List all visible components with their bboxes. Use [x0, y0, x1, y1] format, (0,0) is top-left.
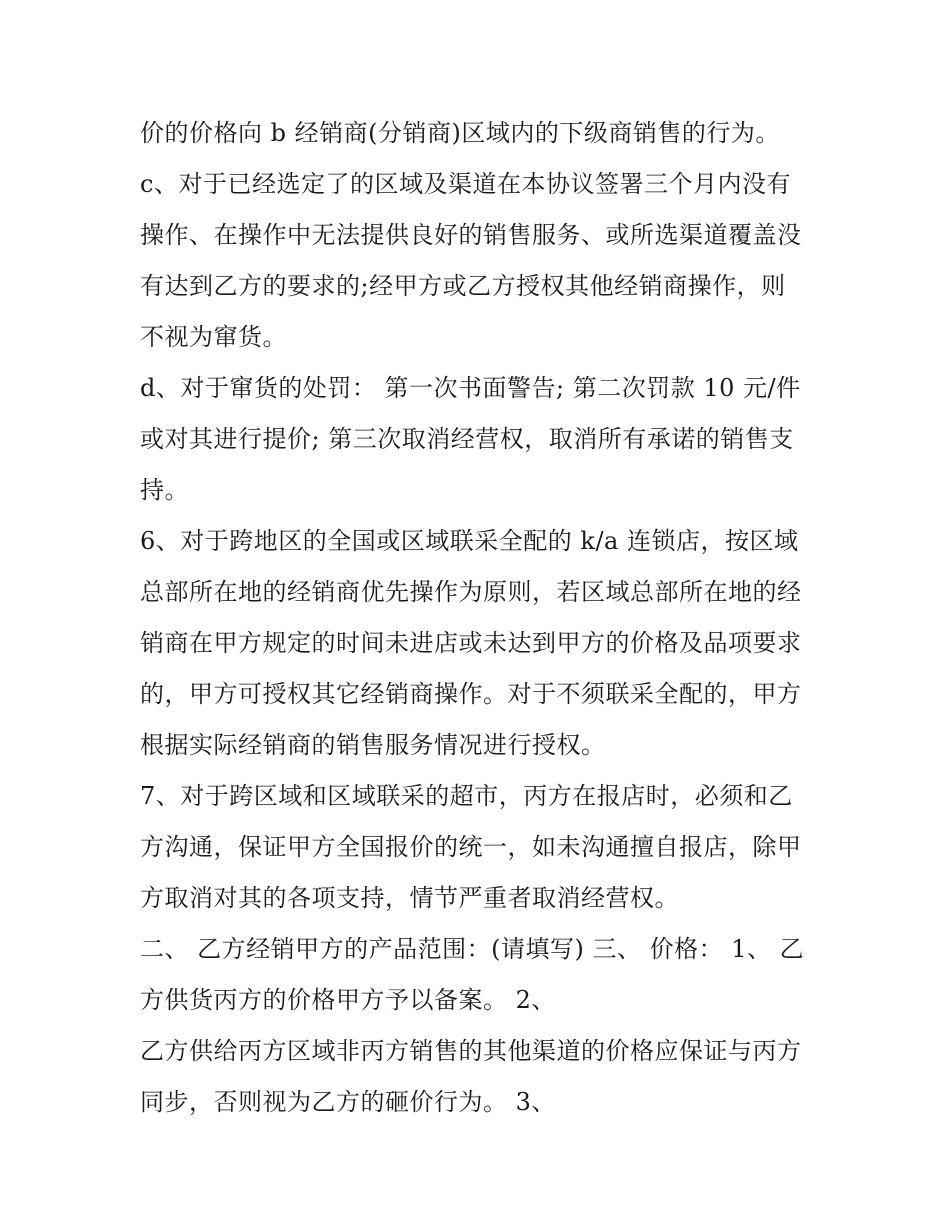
text-line: 方供货丙方的价格甲方予以备案。 2、 [140, 986, 556, 1014]
text-line: 不视为窜货。 [140, 323, 287, 351]
text-line: 7、对于跨区域和区域联采的超市，丙方在报店时，必须和乙 [140, 782, 793, 810]
document-body [140, 108, 820, 1128]
text-line: 持。 [140, 476, 189, 504]
text-line: 方沟通，保证甲方全国报价的统一，如未沟通擅自报店，除甲 [140, 833, 802, 861]
text-line: 根据实际经销商的销售服务情况进行授权。 [140, 731, 606, 759]
text-line: 6、对于跨地区的全国或区域联采全配的 k/a 连锁店，按区域 [140, 527, 799, 555]
text-line: 销商在甲方规定的时间未进店或未达到甲方的价格及品项要求 [140, 629, 802, 657]
text-line: 乙方供给丙方区域非丙方销售的其他渠道的价格应保证与丙方 [140, 1037, 802, 1065]
text-line: 或对其进行提价; 第三次取消经营权，取消所有承诺的销售支 [140, 425, 794, 453]
text-line: 有达到乙方的要求的;经甲方或乙方授权其他经销商操作，则 [140, 272, 786, 300]
text-line: 二、 乙方经销甲方的产品范围：(请填写) 三、 价格： 1、 乙 [140, 935, 805, 963]
text-line: 的，甲方可授权其它经销商操作。对于不须联采全配的，甲方 [140, 680, 802, 708]
text-line: 操作、在操作中无法提供良好的销售服务、或所选渠道覆盖没 [140, 221, 802, 249]
text-line: 同步，否则视为乙方的砸价行为。 3、 [140, 1088, 556, 1116]
text-line: c、对于已经选定了的区域及渠道在本协议签署三个月内没有 [140, 170, 791, 198]
text-line: 价的价格向 b 经销商(分销商)区域内的下级商销售的行为。 [140, 119, 780, 147]
text-line: 总部所在地的经销商优先操作为原则，若区域总部所在地的经 [140, 578, 802, 606]
text-line: d、对于窜货的处罚： 第一次书面警告; 第二次罚款 10 元/件 [140, 374, 801, 402]
text-line: 方取消对其的各项支持，情节严重者取消经营权。 [140, 884, 679, 912]
